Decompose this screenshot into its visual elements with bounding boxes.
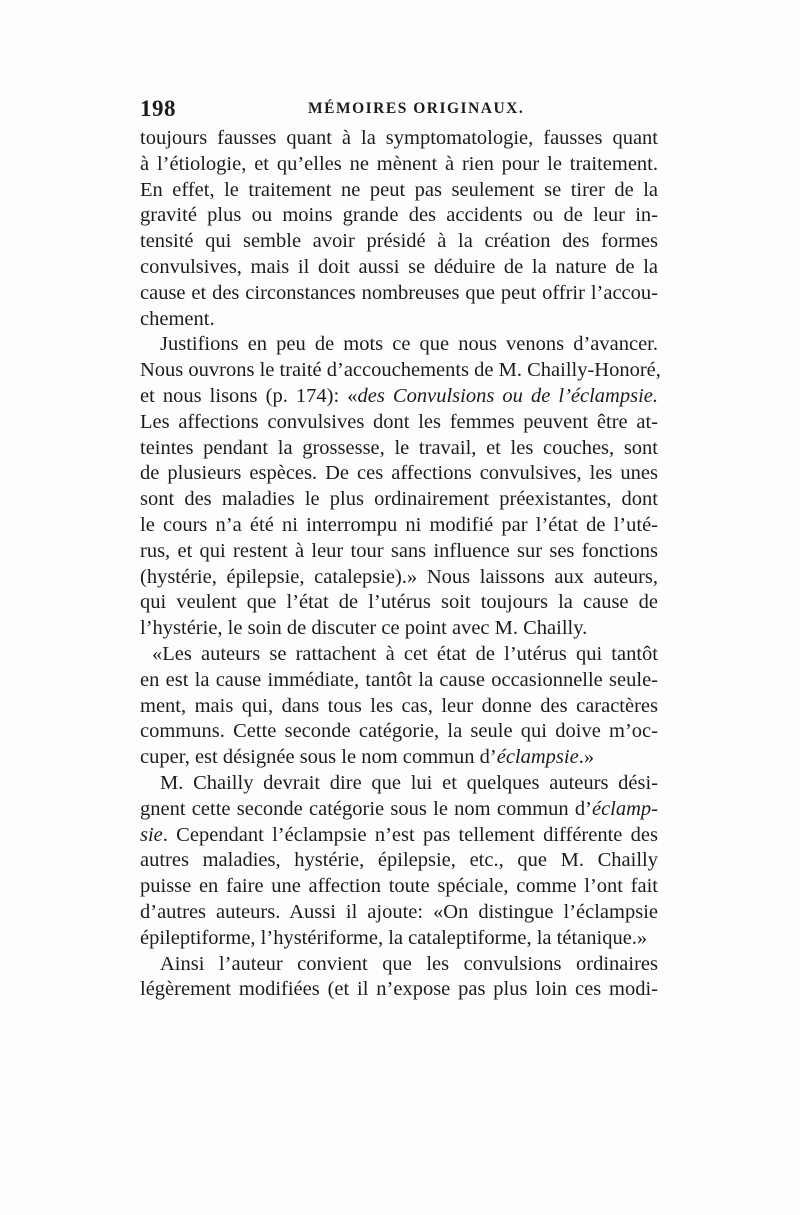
text-line [140, 513, 658, 539]
text-line [140, 539, 658, 565]
page-number: 198 [140, 96, 176, 121]
text-segment: chement. [140, 307, 215, 330]
text-segment: cause et des circonstances nombreuses que peut offrir l’accou- [140, 281, 658, 304]
text-segment: En effet, le traitement ne peut pas seulement se tirer de la [140, 178, 658, 201]
text-segment: tensité qui semble avoir présidé à la création des formes [140, 230, 658, 253]
italic-text: éclamp- [591, 797, 658, 820]
text-segment: rus, et qui restent à leur tour sans influence sur ses fonctions [140, 539, 658, 562]
body-text [140, 126, 661, 1003]
text-segment: (hystérie, épilepsie, catalepsie).» Nous laissons aux auteurs, [140, 565, 658, 588]
text-segment: . Cependant l’éclampsie n’est pas tellement différente des [162, 823, 658, 846]
text-segment: cuper, est désignée sous le nom commun d’ [140, 746, 497, 769]
text-segment: légèrement modifiées (et il n’expose pas plus loin ces modi- [140, 978, 658, 1001]
text-segment: d’autres auteurs. Aussi il ajoute: «On distingue l’éclampsie [140, 900, 658, 923]
text-segment: M. Chailly devrait dire que lui et quelques auteurs dési- [160, 771, 658, 794]
text-line [140, 384, 658, 410]
text-line [140, 616, 658, 642]
text-line [140, 952, 658, 978]
text-line [140, 203, 658, 229]
text-segment: en est la cause immédiate, tantôt la cause occasionnelle seule- [140, 668, 658, 691]
text-line [140, 719, 658, 745]
text-line [140, 823, 658, 849]
text-line [140, 461, 658, 487]
text-segment: convulsives, mais il doit aussi se déduire de la nature de la [140, 255, 658, 278]
italic-text: des Convulsions ou de l’éclampsie. [357, 384, 659, 407]
text-line [140, 152, 658, 178]
text-segment: .» [578, 746, 595, 769]
text-segment: Ainsi l’auteur convient que les convulsions ordinaires [160, 952, 658, 975]
text-segment: Justifions en peu de mots ce que nous venons d’avancer. [160, 333, 658, 356]
text-line [140, 797, 658, 823]
text-segment: le cours n’a été ni interrompu ni modifié par l’état de l’uté- [140, 513, 658, 536]
text-segment: Les affections convulsives dont les femmes peuvent être at- [140, 410, 658, 433]
text-segment: et nous lisons (p. 174): « [140, 384, 358, 407]
page-header [140, 96, 658, 126]
text-line [140, 332, 658, 358]
text-segment: sont des maladies le plus ordinairement préexistantes, dont [140, 488, 658, 511]
italic-text: sie [140, 823, 163, 846]
text-segment: puisse en faire une affection toute spéciale, comme l’ont fait [140, 875, 658, 898]
text-line [140, 926, 658, 952]
text-line [140, 229, 658, 255]
text-line [140, 642, 658, 668]
text-segment: communs. Cette seconde catégorie, la seule qui doive m’oc- [140, 720, 658, 743]
text-segment: qui veulent que l’état de l’utérus soit toujours la cause de [140, 591, 658, 614]
text-line [140, 487, 658, 513]
text-line [140, 900, 658, 926]
text-line [140, 436, 658, 462]
text-segment: «Les auteurs se rattachent à cet état de l’utérus qui tantôt [152, 642, 658, 665]
text-segment: autres maladies, hystérie, épilepsie, etc., que M. Chailly [140, 849, 658, 872]
text-line [140, 565, 658, 591]
text-line [140, 126, 658, 152]
text-line [140, 255, 658, 281]
text-line [140, 590, 658, 616]
text-line [140, 410, 658, 436]
text-segment: teintes pendant la grossesse, le travail, et les couches, sont [140, 436, 658, 459]
text-segment: à l’étiologie, et qu’elles ne mènent à rien pour le traitement. [140, 152, 658, 175]
text-line [140, 745, 658, 771]
text-line [140, 307, 658, 333]
text-line [140, 874, 658, 900]
text-line [140, 848, 658, 874]
text-line [140, 771, 658, 797]
italic-text: éclampsie [496, 746, 579, 769]
text-segment: gravité plus ou moins grande des accidents ou de leur in- [140, 204, 658, 227]
text-line [140, 668, 658, 694]
text-segment: l’hystérie, le soin de discuter ce point avec M. Chailly. [140, 617, 588, 640]
text-line [140, 281, 658, 307]
text-line [140, 178, 658, 204]
text-segment: gnent cette seconde catégorie sous le nom commun d’ [140, 797, 592, 820]
text-segment: Nous ouvrons le traité d’accouchements de M. Chailly-Honoré, [140, 359, 661, 382]
running-head: MÉMOIRES ORIGINAUX. [308, 100, 525, 117]
text-segment: épileptiforme, l’hystériforme, la cataleptiforme, la tétanique.» [140, 926, 648, 949]
text-line [140, 977, 658, 1003]
text-segment: ment, mais qui, dans tous les cas, leur donne des caractères [140, 694, 658, 717]
text-segment: de plusieurs espèces. De ces affections convulsives, les unes [140, 462, 658, 485]
text-line [140, 358, 661, 384]
text-segment: toujours fausses quant à la symptomatologie, fausses quant [140, 127, 658, 149]
text-line [140, 694, 658, 720]
